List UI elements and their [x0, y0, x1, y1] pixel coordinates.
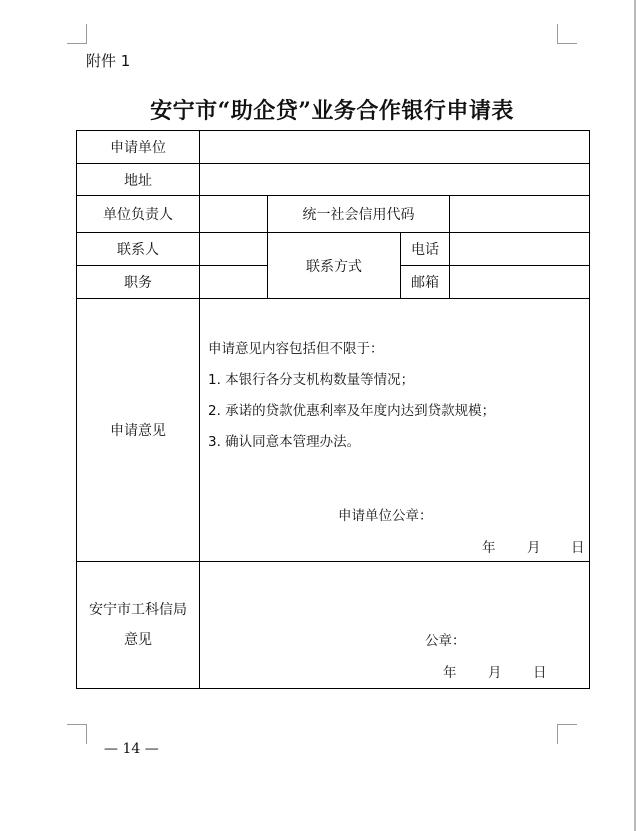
email-label: 邮箱: [401, 266, 450, 299]
page-number: — 14 —: [104, 741, 159, 757]
opinion-item-2: 2. 承诺的贷款优惠利率及年度内达到贷款规模；: [208, 403, 496, 419]
applicant-label: 申请单位: [77, 131, 200, 164]
bureau-date-month: 月: [488, 665, 502, 681]
applicant-seal-label: 申请单位公章：: [338, 508, 433, 524]
bureau-seal-label: 公章：: [425, 633, 466, 649]
person-in-charge-field[interactable]: [200, 196, 268, 233]
opinion-item-1: 1. 本银行各分支机构数量等情况；: [208, 372, 415, 388]
contact-person-field[interactable]: [200, 233, 268, 266]
opinion-date-year: 年: [482, 540, 496, 556]
opinion-field[interactable]: [200, 299, 590, 562]
contact-method-label: 联系方式: [268, 233, 401, 299]
position-label: 职务: [77, 266, 200, 299]
credit-code-label: 统一社会信用代码: [268, 196, 450, 233]
opinion-date-month: 月: [527, 540, 541, 556]
person-in-charge-label: 单位负责人: [77, 196, 200, 233]
bureau-label-line1: 安宁市工科信局: [89, 602, 187, 618]
bureau-label-line2: 意见: [124, 632, 152, 648]
bureau-opinion-label: [77, 562, 200, 689]
credit-code-field[interactable]: [450, 196, 590, 233]
opinion-intro: 申请意见内容包括但不限于：: [208, 341, 384, 357]
opinion-label: 申请意见: [77, 299, 200, 562]
position-field[interactable]: [200, 266, 268, 299]
address-field[interactable]: [200, 164, 590, 196]
opinion-item-3: 3. 确认同意本管理办法。: [208, 434, 361, 450]
opinion-date-day: 日: [571, 540, 585, 556]
document-title: 安宁市“助企贷”业务合作银行申请表: [150, 98, 514, 124]
bureau-opinion-field[interactable]: [200, 562, 590, 689]
applicant-field[interactable]: [200, 131, 590, 164]
address-label: 地址: [77, 164, 200, 196]
phone-field[interactable]: [450, 233, 590, 266]
bureau-date-year: 年: [443, 665, 457, 681]
email-field[interactable]: [450, 266, 590, 299]
attachment-label: 附件 1: [86, 52, 131, 70]
phone-label: 电话: [401, 233, 450, 266]
contact-person-label: 联系人: [77, 233, 200, 266]
application-form-table: [76, 130, 590, 689]
bureau-date-day: 日: [533, 665, 547, 681]
